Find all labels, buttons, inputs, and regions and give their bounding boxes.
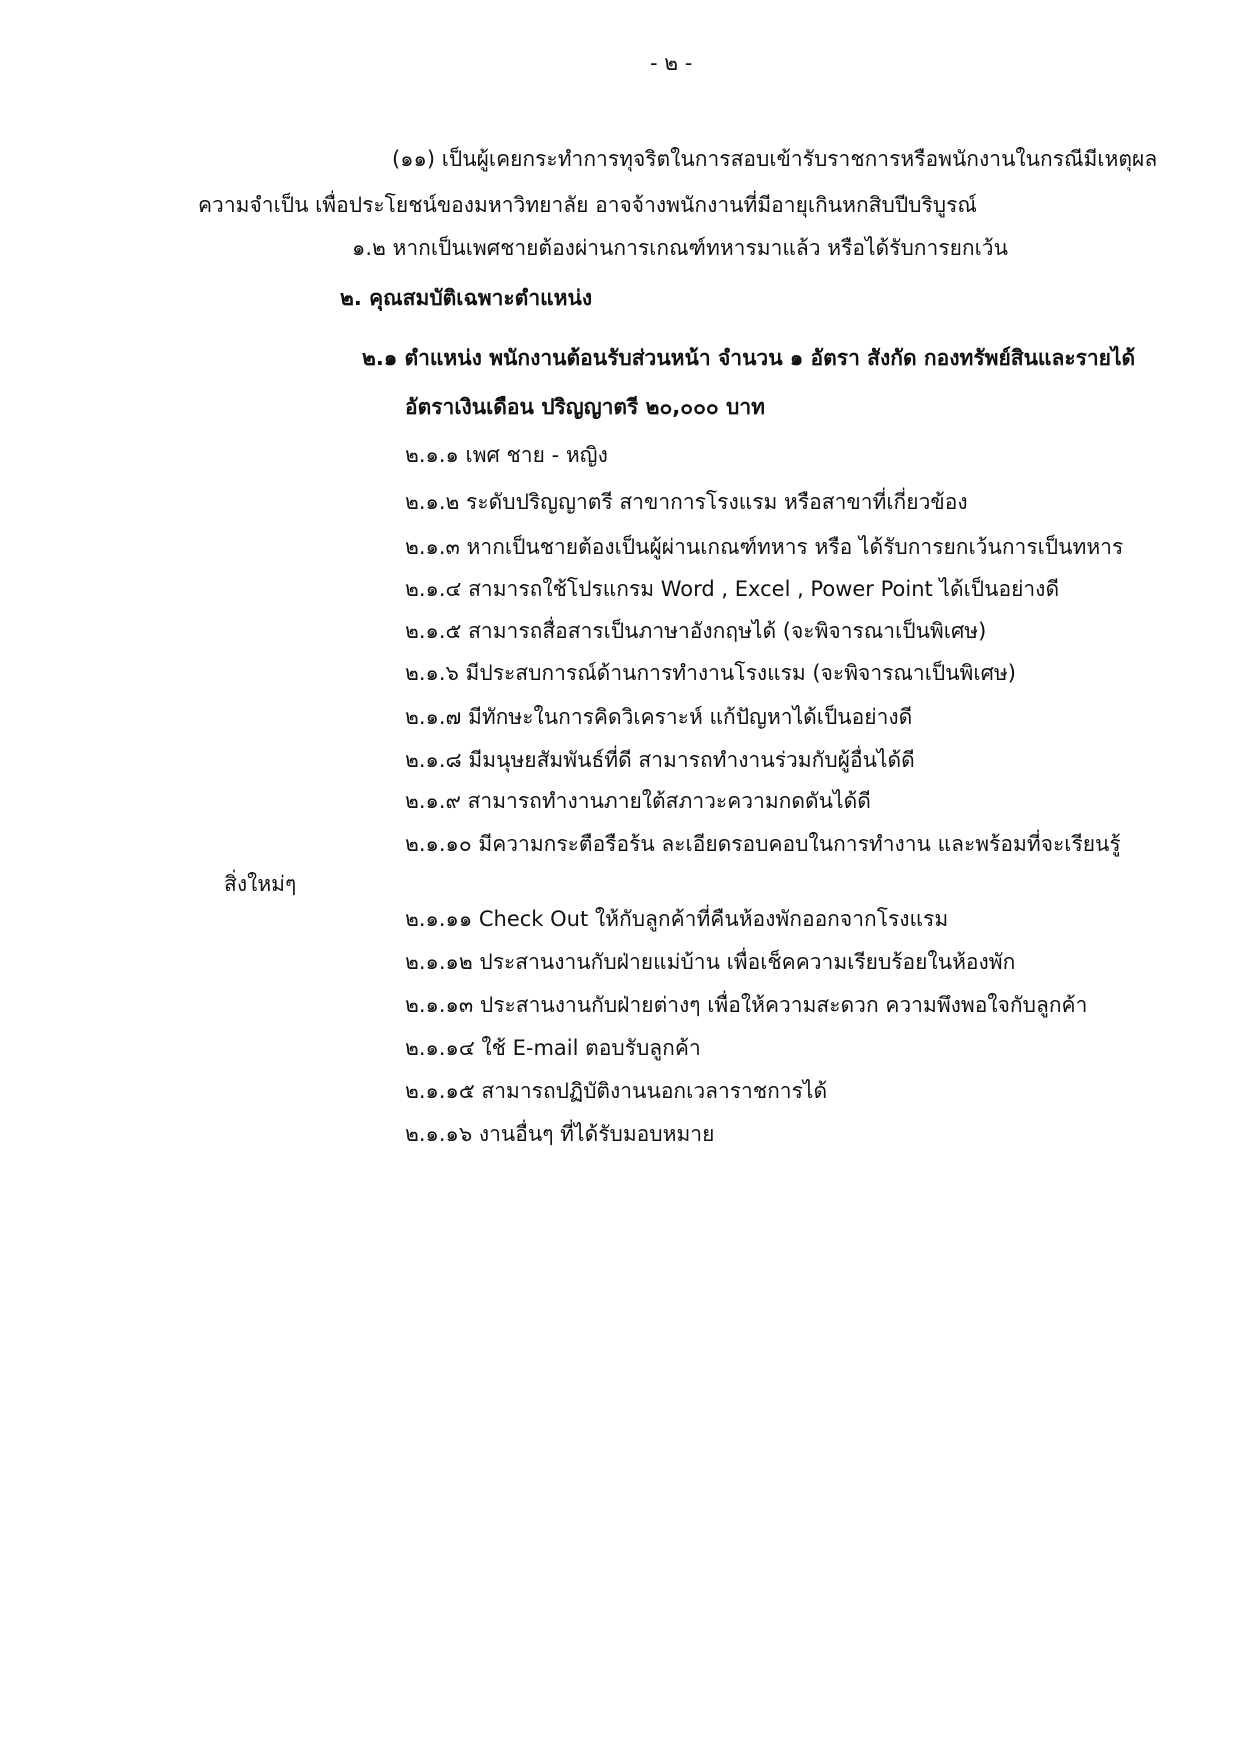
list-item: ๒.๑.๙ สามารถทำงานภายใต้สภาวะความกดดันได้ดี bbox=[405, 789, 871, 813]
list-item: ๒.๑.๓ หากเป็นชายต้องเป็นผู้ผ่านเกณฑ์ทหาร หรือ ได้รับการยกเว้นการเป็นทหาร bbox=[405, 535, 1124, 559]
list-item: ๒.๑.๑๐ มีความกระตือรือร้น ละเอียดรอบคอบในการทำงาน และพร้อมที่จะเรียนรู้ bbox=[405, 832, 1121, 856]
list-item: ๒.๑.๑๕ สามารถปฏิบัติงานนอกเวลาราชการได้ bbox=[405, 1079, 828, 1103]
position-title: ๒.๑ ตำแหน่ง พนักงานต้อนรับส่วนหน้า จำนวน ๑ อัตรา สังกัด กองทรัพย์สินและรายได้ bbox=[362, 346, 1136, 370]
list-item: ๒.๑.๑๑ Check Out ให้กับลูกค้าที่คืนห้องพักออกจากโรงแรม bbox=[405, 907, 949, 931]
list-item: ๒.๑.๑ เพศ ชาย - หญิง bbox=[405, 443, 608, 467]
list-item: ๒.๑.๘ มีมนุษยสัมพันธ์ที่ดี สามารถทำงานร่วมกับผู้อื่นได้ดี bbox=[405, 748, 915, 772]
page-number: - ๒ - bbox=[650, 51, 693, 75]
section-heading: ๒. คุณสมบัติเฉพาะตำแหน่ง bbox=[340, 286, 593, 310]
intro-line-3: ๑.๒ หากเป็นเพศชายต้องผ่านการเกณฑ์ทหารมาแล้ว หรือได้รับการยกเว้น bbox=[352, 236, 1008, 260]
salary-line: อัตราเงินเดือน ปริญญาตรี ๒๐,๐๐๐ บาท bbox=[405, 395, 765, 419]
list-item: ๒.๑.๑๓ ประสานงานกับฝ่ายต่างๆ เพื่อให้ความสะดวก ความพึงพอใจกับลูกค้า bbox=[405, 993, 1088, 1017]
list-item: ๒.๑.๑๔ ใช้ E-mail ตอบรับลูกค้า bbox=[405, 1036, 701, 1060]
list-item: ๒.๑.๕ สามารถสื่อสารเป็นภาษาอังกฤษได้ (จะพิจารณาเป็นพิเศษ) bbox=[405, 619, 987, 643]
list-item: ๒.๑.๑๖ งานอื่นๆ ที่ได้รับมอบหมาย bbox=[405, 1122, 715, 1146]
intro-line-1: (๑๑) เป็นผู้เคยกระทำการทุจริตในการสอบเข้ารับราชการหรือพนักงานในกรณีมีเหตุผล bbox=[392, 147, 1158, 171]
list-item: ๒.๑.๑๒ ประสานงานกับฝ่ายแม่บ้าน เพื่อเช็คความเรียบร้อยในห้องพัก bbox=[405, 950, 1016, 974]
list-item: ๒.๑.๔ สามารถใช้โปรแกรม Word , Excel , Power Point ได้เป็นอย่างดี bbox=[405, 577, 1060, 601]
list-item: ๒.๑.๖ มีประสบการณ์ด้านการทำงานโรงแรม (จะพิจารณาเป็นพิเศษ) bbox=[405, 661, 1016, 685]
list-item-continuation: สิ่งใหม่ๆ bbox=[224, 872, 297, 896]
intro-line-2: ความจำเป็น เพื่อประโยชน์ของมหาวิทยาลัย อาจจ้างพนักงานที่มีอายุเกินหกสิบปีบริบูรณ์ bbox=[198, 193, 977, 217]
list-item: ๒.๑.๗ มีทักษะในการคิดวิเคราะห์ แก้ปัญหาได้เป็นอย่างดี bbox=[405, 705, 913, 729]
list-item: ๒.๑.๒ ระดับปริญญาตรี สาขาการโรงแรม หรือสาขาที่เกี่ยวข้อง bbox=[405, 490, 968, 514]
